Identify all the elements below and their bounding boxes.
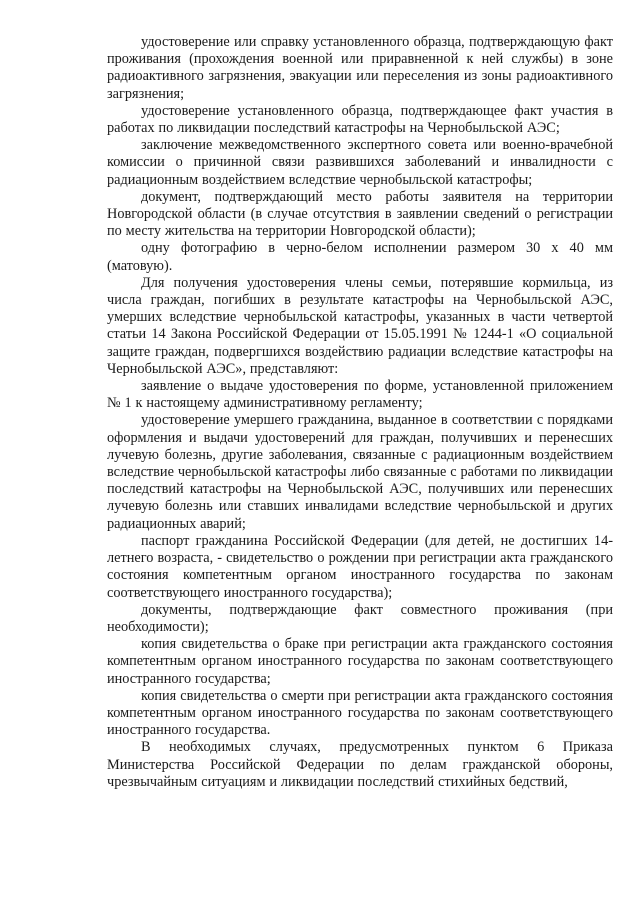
paragraph-necessary-cases: В необходимых случаях, предусмотренных пунктом 6 Приказа Министерства Российской Федерации по делам гражданской обороны, чрезвычайным ситуациям и ликвидации последствий стихийных бедствий,: [107, 739, 613, 790]
paragraph-workplace-document: документ, подтверждающий место работы заявителя на территории Новгородской области (в случае отсутствия в заявлении сведений о регистрации по месту жительства на территории Новгородской области);: [107, 188, 613, 240]
paragraph-residence-certificate: удостоверение или справку установленного образца, подтверждающую факт проживания (прохождения военной или приравненной к ней службы) в зоне радиоактивного загрязнения, эвакуации или переселения из зоны радиоактивного загрязнения;: [107, 34, 613, 102]
paragraph-application: заявление о выдаче удостоверения по форме, установленной приложением № 1 к настоящему административному регламенту;: [107, 378, 613, 412]
paragraph-marriage-certificate: копия свидетельства о браке при регистрации акта гражданского состояния компетентным органом иностранного государства по законам соответствующего иностранного государства;: [107, 636, 613, 687]
paragraph-photo: одну фотографию в черно-белом исполнении размером 30 х 40 мм (матовую).: [107, 240, 613, 274]
paragraph-family-members: Для получения удостоверения члены семьи, потерявшие кормильца, из числа граждан, погибших в результате катастрофы на Чернобыльской АЭС, умерших вследствие чернобыльской катастрофы, указанных в части четвертой статьи 14 Закона Российской Федерации от 15.05.1991 № 1244-1 «О социальной защите граждан, подвергшихся воздействию радиации вследствие катастрофы на Чернобыльской АЭС», представляют:: [107, 274, 613, 377]
paragraph-liquidation-certificate: удостоверение установленного образца, подтверждающее факт участия в работах по ликвидации последствий катастрофы на Чернобыльской АЭС;: [107, 102, 613, 137]
paragraph-expert-conclusion: заключение межведомственного экспертного совета или военно-врачебной комиссии о причинной связи развившихся заболеваний и инвалидности с радиационным воздействием вследствие чернобыльской катастрофы;: [107, 137, 613, 188]
paragraph-deceased-certificate: удостоверение умершего гражданина, выданное в соответствии с порядками оформления и выдачи удостоверений для граждан, получивших и перенесших лучевую болезнь, другие заболевания, связанные с радиационным воздействием вследствие чернобыльской катастрофы либо связанные с работами по ликвидации последствий катастрофы на Чернобыльской АЭС, получивших или перенесших лучевую болезнь или ставших инвалидами вследствие чернобыльской и других радиационных аварий;: [107, 412, 613, 532]
paragraph-cohabitation: документы, подтверждающие факт совместного проживания (при необходимости);: [107, 601, 613, 635]
paragraph-passport: паспорт гражданина Российской Федерации (для детей, не достигших 14-летнего возраста, - свидетельство о рождении при регистрации акта гражданского состояния компетентным органом иностранного государства по законам соответствующего иностранного государства);: [107, 532, 613, 601]
paragraph-death-certificate: копия свидетельства о смерти при регистрации акта гражданского состояния компетентным органом иностранного государства по законам соответствующего иностранного государства.: [107, 687, 613, 739]
